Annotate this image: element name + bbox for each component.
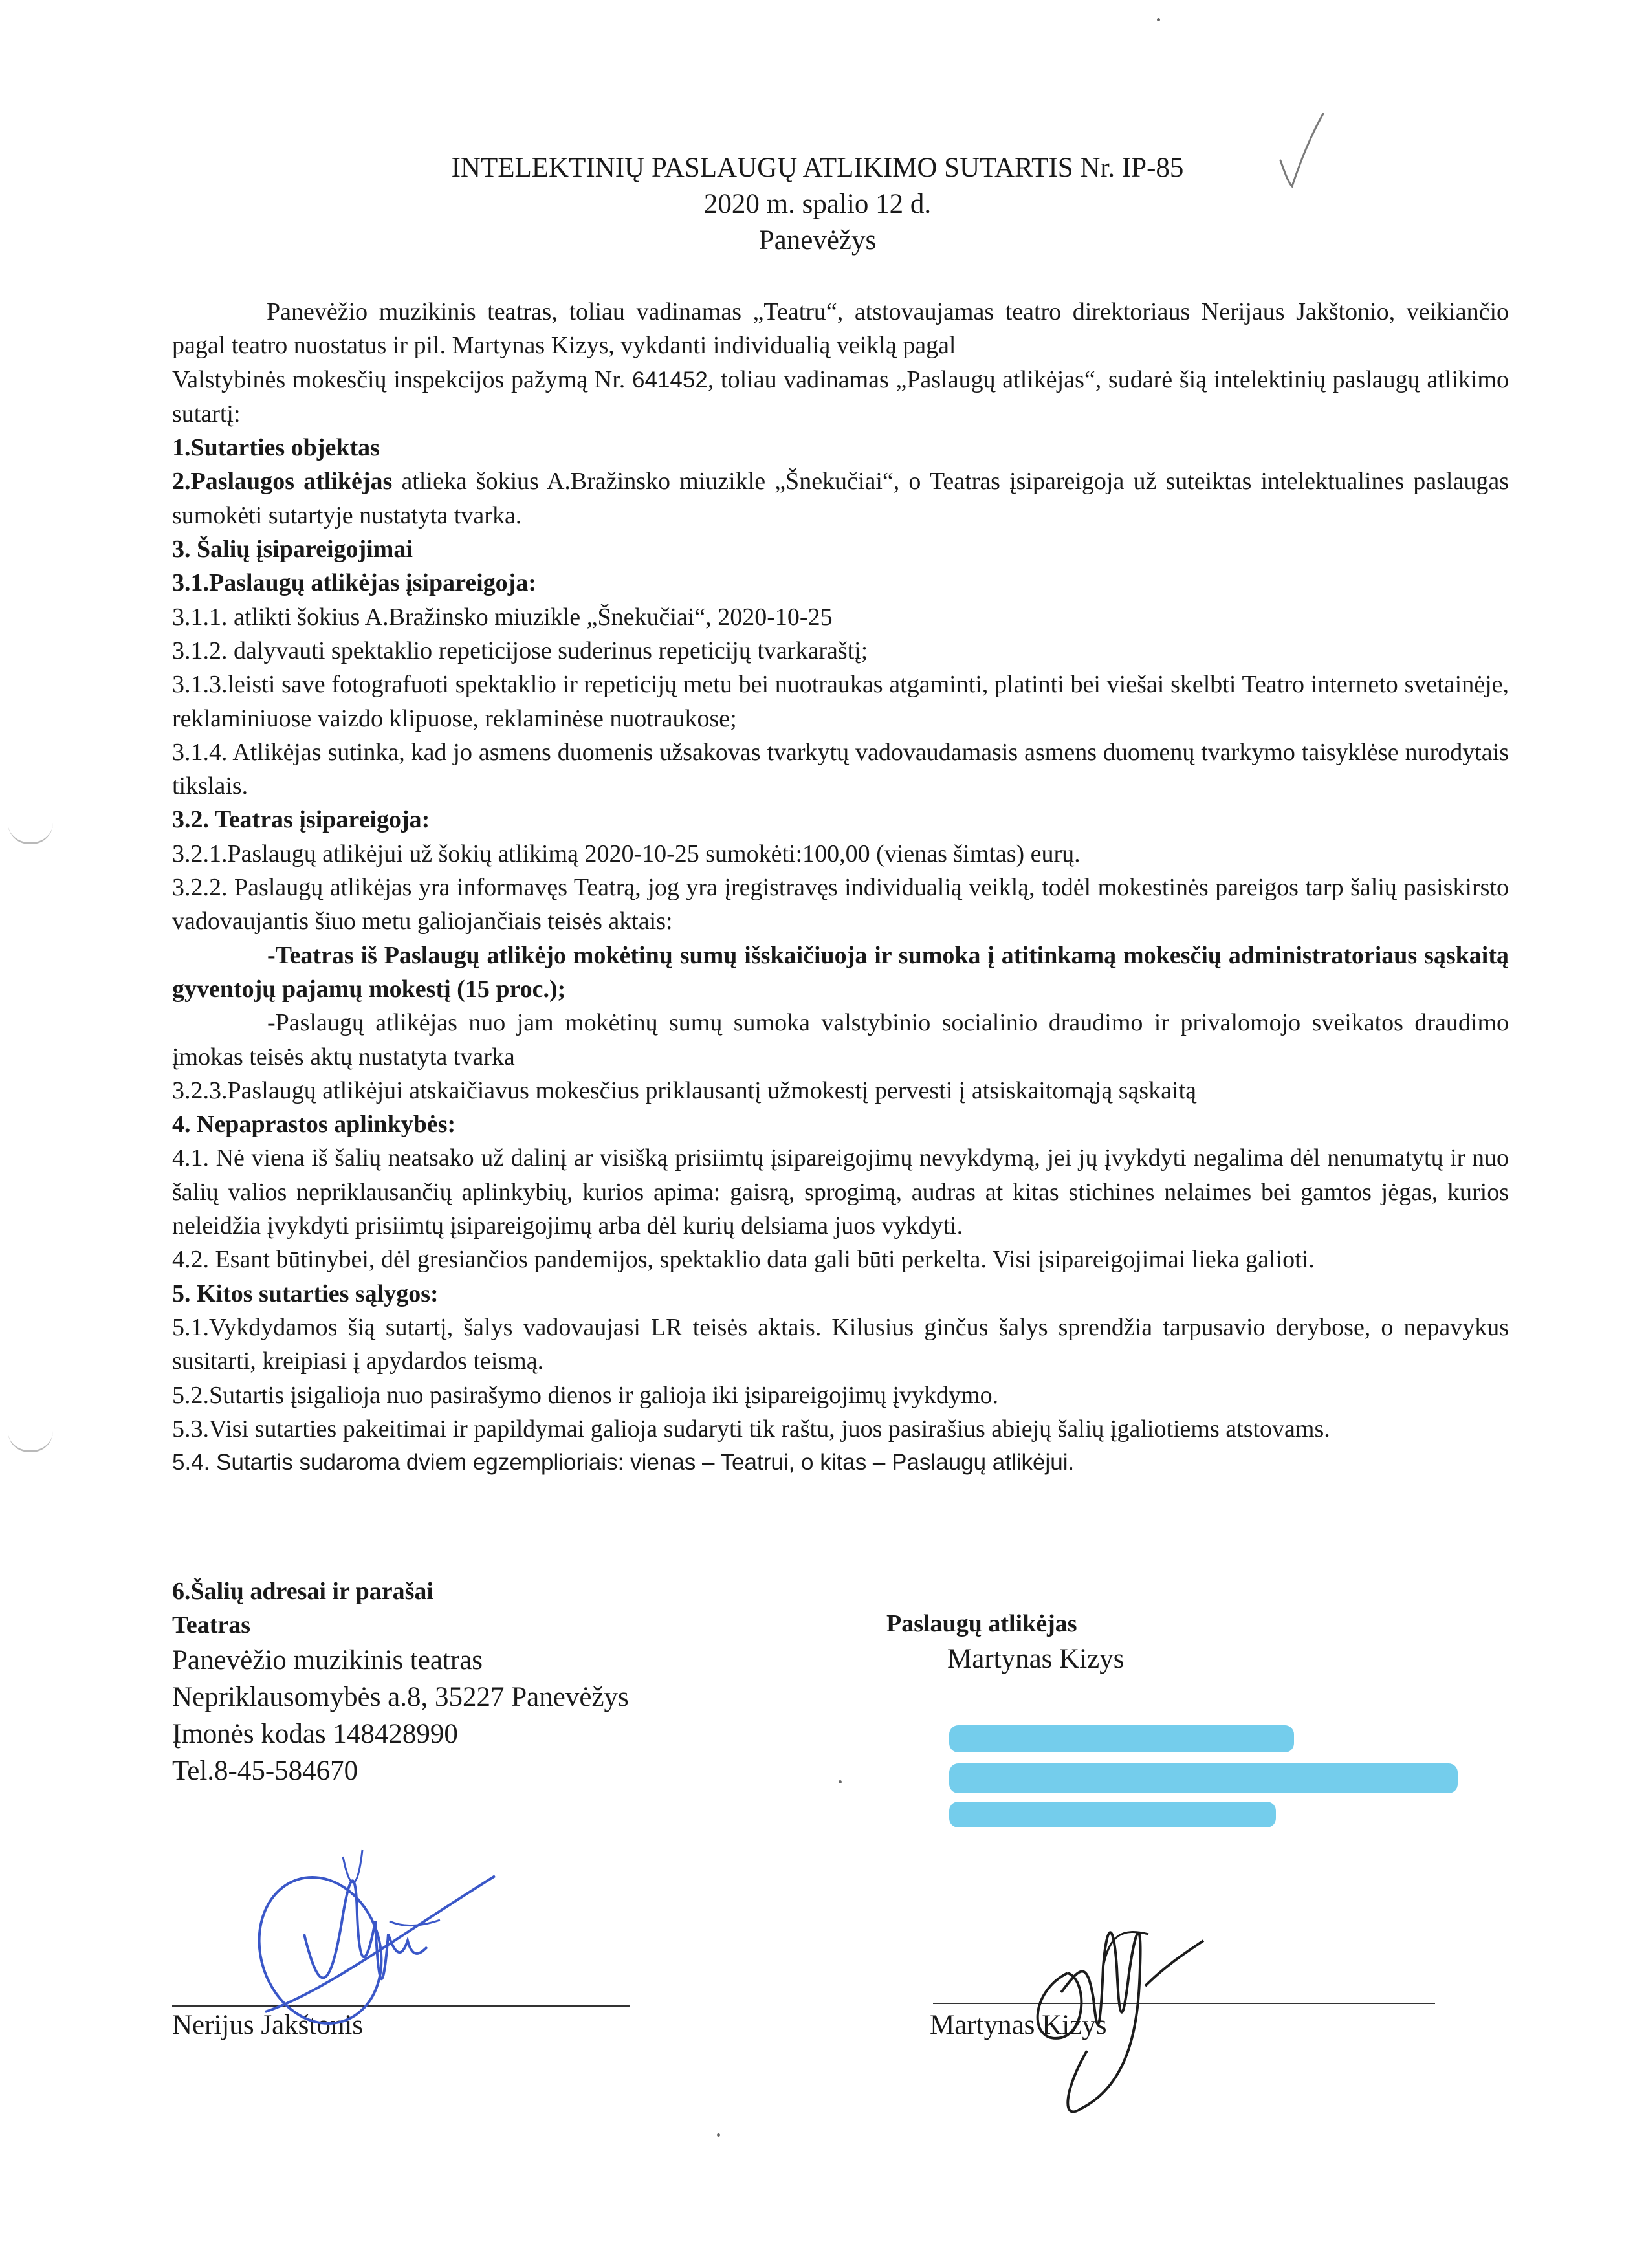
checkmark-icon	[1278, 110, 1336, 194]
clause-5-1: 5.1.Vykdydamos šią sutartį, šalys vadovaujasi LR teisės aktais. Kilusius ginčus šalys sprendžia tarpusavio derybose, o nepavykus susitarti, kreipiasi į apydardos teismą.	[172, 1313, 1509, 1375]
section-3-title: 3. Šalių įsipareigojimai	[172, 536, 413, 563]
performer-heading: Paslaugų atlikėjas	[886, 1610, 1077, 1637]
clause-3-1-2: 3.1.2. dalyvauti spektaklio repeticijose suderinus repeticijų tvarkaraštį;	[172, 637, 868, 664]
intro-paragraph: Panevėžio muzikinis teatras, toliau vadinamas „Teatru“, atstovaujamas teatro direktoriaus Nerijaus Jakštonio, veikiančio pagal teatro nuostatus ir pil. Martynas Kizys, vykdanti individualią veiklą pagal Valstybinės mokesčių inspekcijos pažymą Nr. 641452, toliau vadinamas „Paslaugų atlikėjas“, sudarė šią intelektinių paslaugų atlikimo sutartį:	[172, 298, 1509, 428]
clause-3-1-3: 3.1.3.leisti save fotografuoti spektaklio ir repeticijų metu bei nuotraukas atgaminti, platinti bei viešai skelbti Teatro interneto svetainėje, reklaminiuose vaizdo klipuose, reklaminėse nuotraukose;	[172, 671, 1509, 732]
redaction-bar	[949, 1802, 1276, 1827]
redaction-bar	[949, 1725, 1294, 1752]
theatre-heading: Teatras	[172, 1611, 251, 1639]
theatre-phone: Tel.8-45-584670	[172, 1756, 358, 1786]
theatre-details	[172, 1575, 754, 1789]
clause-3-2-1: 3.2.1.Paslaugų atlikėjui už šokių atlikimą 2020-10-25 sumokėti:100,00 (vienas šimtas) eurų.	[172, 840, 1081, 867]
clause-3-1-1: 3.1.1. atlikti šokius A.Bražinsko miuzikle „Šnekučiai“, 2020-10-25	[172, 603, 833, 631]
signatures-section-title: 6.Šalių adresai ir parašai	[172, 1578, 433, 1605]
certificate-number: 641452	[632, 367, 708, 393]
clause-4-2: 4.2. Esant būtinybei, dėl gresiančios pandemijos, spektaklio data gali būti perkelta. Visi įsipareigojimai lieka galioti.	[172, 1246, 1315, 1274]
clause-3-1-4: 3.1.4. Atlikėjas sutinka, kad jo asmens duomenis užsakovas tvarkytų vadovaudamasis asmens duomenų tvarkymo taisyklėse nurodytais tikslais.	[172, 738, 1509, 800]
document-title: INTELEKTINIŲ PASLAUGŲ ATLIKIMO SUTARTIS Nr. IP-85	[451, 153, 1184, 183]
hole-punch-mark	[8, 823, 53, 844]
clause-3-2-2: 3.2.2. Paslaugų atlikėjas yra informavęs Teatrą, jog yra įregistravęs individualią veiklą, todėl mokestinės pareigos tarp šalių pasiskirsto vadovaujantis šiuo metu galiojančiais teisės aktais:	[172, 874, 1509, 935]
theatre-address: Nepriklausomybės a.8, 35227 Panevėžys	[172, 1682, 629, 1712]
redaction-bar	[949, 1763, 1458, 1793]
scan-speck	[839, 1780, 842, 1783]
theatre-company-code: Įmonės kodas 148428990	[172, 1719, 458, 1749]
section-1-title: 1.Sutarties objektas	[172, 434, 380, 462]
performer-details	[886, 1607, 1469, 1677]
section-2: 2.Paslaugos atlikėjas atlieka šokius A.Bražinsko miuzikle „Šnekučiai“, o Teatras įsipareigoja už suteiktas intelektualines paslaugas sumokėti sutartyje nustatyta tvarka.	[172, 468, 1509, 529]
clause-3-2-2-b: -Paslaugų atlikėjas nuo jam mokėtinų sumų sumoka valstybinio socialinio draudimo ir privalomojo sveikatos draudimo įmokas teisės aktų nustatyta tvarka	[172, 1009, 1509, 1071]
document-header	[0, 150, 1635, 259]
document-date: 2020 m. spalio 12 d.	[703, 189, 932, 219]
section-3-1-title: 3.1.Paslaugų atlikėjas įsipareigoja:	[172, 569, 536, 597]
scan-speck	[717, 2133, 720, 2137]
clause-5-2: 5.2.Sutartis įsigalioja nuo pasirašymo dienos ir galioja iki įsipareigojimų įvykdymo.	[172, 1381, 999, 1409]
theatre-director-signature	[246, 1837, 518, 2064]
hole-punch-mark	[8, 1431, 53, 1452]
right-signer-name: Martynas Kizys	[930, 2010, 1107, 2040]
clause-5-3: 5.3.Visi sutarties pakeitimai ir papildymai galioja sudaryti tik raštu, juos pasirašius abiejų šalių įgaliotiems atstovams.	[172, 1415, 1330, 1443]
performer-name: Martynas Kizys	[947, 1644, 1125, 1674]
theatre-name: Panevėžio muzikinis teatras	[172, 1645, 483, 1675]
clause-5-4: 5.4. Sutartis sudaroma dviem egzemplioriais: vienas – Teatrui, o kitas – Paslaugų atlikėjui.	[172, 1450, 1075, 1476]
document-city: Panevėžys	[758, 225, 877, 256]
clause-4-1: 4.1. Nė viena iš šalių neatsako už dalinį ar visišką prisiimtų įsipareigojimų nevykdymą, jei jų įvykdyti negalima dėl nenumatytų ir nuo šalių valios nepriklausančių aplinkybių, kurios apima: gaisrą, sprogimą, audras at kitas stichines nelaimes bei gamtos jėgas, kurios neleidžia įvykdyti prisiimtų įsipareigojimų arba dėl kurių delsiama juos vykdyti.	[172, 1144, 1509, 1240]
contract-body	[172, 295, 1509, 1479]
scan-speck	[1157, 18, 1160, 21]
section-5-title: 5. Kitos sutarties sąlygos:	[172, 1280, 439, 1307]
clause-3-2-3: 3.2.3.Paslaugų atlikėjui atskaičiavus mokesčius priklausantį užmokestį pervesti į atsiskaitomąją sąskaitą	[172, 1076, 1196, 1104]
section-4-title: 4. Nepaprastos aplinkybės:	[172, 1111, 456, 1139]
performer-signature	[990, 1889, 1262, 2148]
left-signer-name: Nerijus Jakštonis	[172, 2010, 364, 2040]
clause-3-2-2-a: -Teatras iš Paslaugų atlikėjo mokėtinų sumų išskaičiuoja ir sumoka į atitinkamą mokesčių administratoriaus sąskaitą gyventojų pajamų mokestį (15 proc.);	[172, 941, 1509, 1003]
section-3-2-title: 3.2. Teatras įsipareigoja:	[172, 806, 430, 834]
